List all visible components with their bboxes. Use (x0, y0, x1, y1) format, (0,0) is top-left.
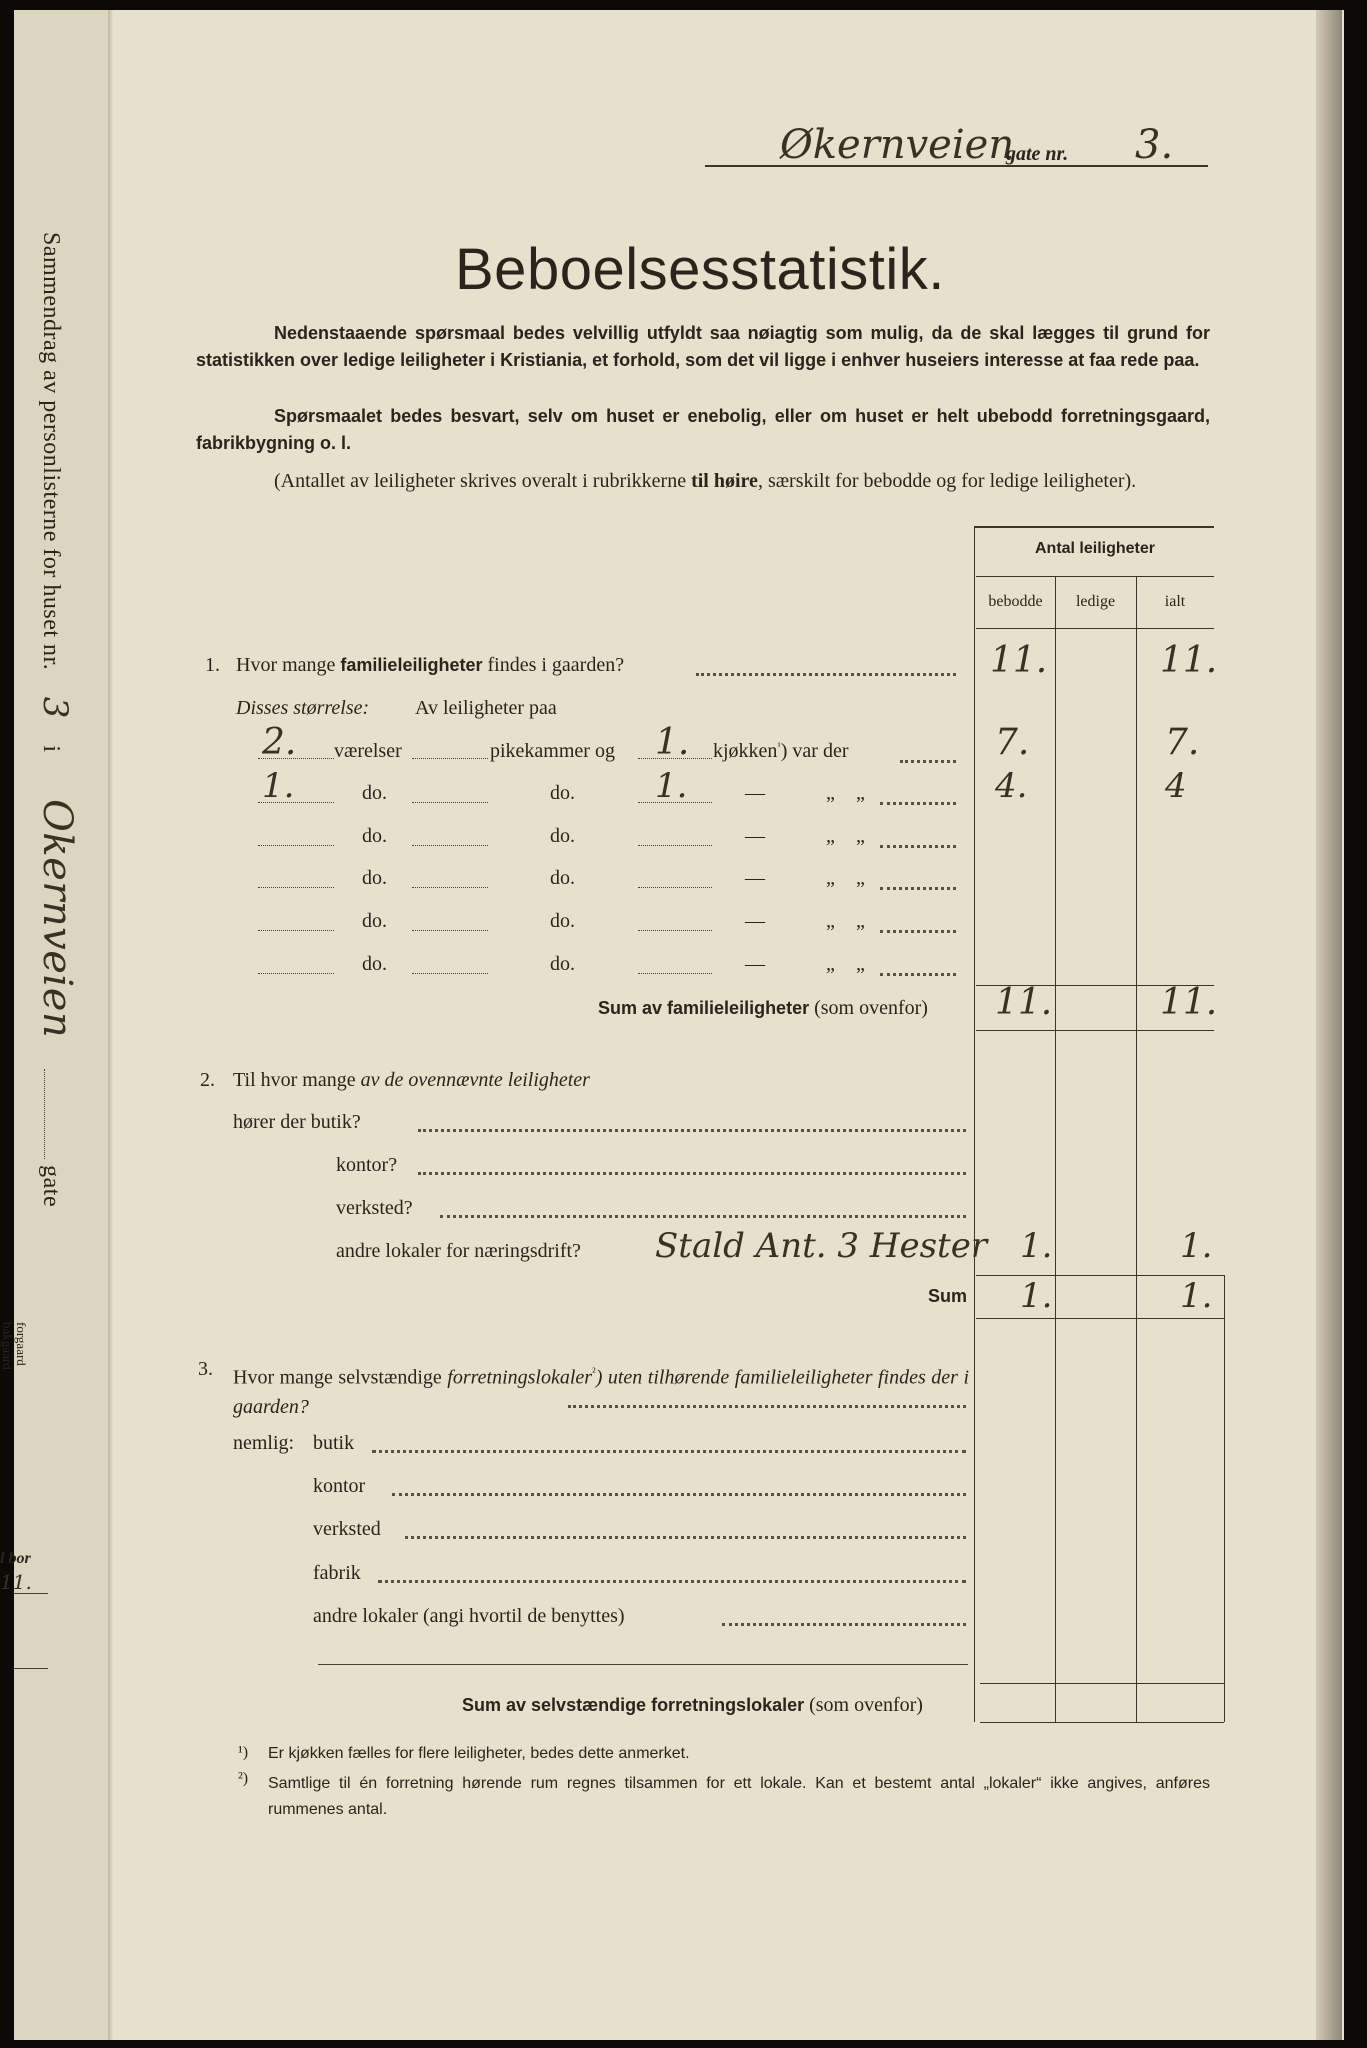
bakgaard-label: bakgaard (0, 1322, 15, 1370)
page-fold (108, 10, 114, 2040)
sizes-label: Disses størrelse: (236, 697, 370, 719)
size-row-6-do-2: do. (550, 953, 575, 975)
forgaard-label: forgaard (14, 1322, 29, 1366)
q1-text-bold: familieleiligheter (340, 655, 483, 675)
q1-bebodde-value: 11. (990, 640, 1048, 681)
size-row-3-do-2: do. (550, 825, 575, 847)
q1-text-pre: Hvor mange (236, 654, 341, 676)
q3-andre: andre lokaler (angi hvortil de benyttes) (313, 1605, 625, 1627)
footnote-2-mark: ²) (238, 1770, 249, 1787)
gate-number-hand: 3. (1135, 122, 1174, 168)
q3-butik: butik (313, 1432, 355, 1454)
q1-sum-post: (som ovenfor) (809, 997, 928, 1019)
q3-fabrik: fabrik (313, 1562, 361, 1584)
size-row-5-quote: „ (826, 910, 835, 932)
size-row-3-quote: „ (826, 825, 835, 847)
page-title: Beboelsesstatistik. (455, 237, 945, 302)
intro-p3-post: , særskilt for bebodde og for ledige leiligheter). (757, 470, 1137, 492)
col-ialt: ialt (1164, 593, 1186, 610)
q2-kontor: kontor? (336, 1154, 398, 1176)
q3-kontor: kontor (313, 1475, 366, 1497)
table-title: Antal leiligheter (1034, 540, 1156, 557)
q1-sum-bold: Sum av familieleiligheter (598, 998, 810, 1018)
q2-butik: hører der butik? (233, 1111, 361, 1133)
vertical-street-hand: Okernveien (34, 799, 80, 1039)
intro-paragraph-2: Spørsmaalet bedes besvart, selv om huset er enebolig, eller om huset er helt ubebodd forretningsgaard, fabrikbygning o. l. (196, 406, 1210, 453)
size-row-5-dash: — (745, 910, 765, 932)
size-row-1-kjokken: 1. (655, 722, 690, 763)
sizes-sub: Av leiligheter paa (415, 697, 557, 719)
size-row-2-do-1: do. (362, 782, 387, 804)
q3-sum-label (462, 1694, 923, 1717)
footnote-1-mark: ¹) (238, 1744, 249, 1761)
q3-andre-writein-line (318, 1664, 968, 1665)
footnote-1: Er kjøkken fælles for flere leiligheter, bedes dette anmerket. (268, 1745, 690, 1762)
q3-question (233, 1358, 969, 1422)
size-row-2-vaerelser: 1. (262, 766, 295, 806)
q1-question (236, 654, 624, 677)
q3-nemlig: nemlig: (233, 1432, 295, 1454)
kjokken-sup: ¹ (777, 740, 781, 753)
size-row-4-do-2: do. (550, 867, 575, 889)
footnote-2: Samtlige til én forretning hørende rum regnes tilsammen for ett lokale. Kan et bestemt antal „lokaler“ ikke angives, anføres rummenes antal. (268, 1775, 1210, 1818)
size-row-4-dash: — (745, 867, 765, 889)
col-ledige: ledige (1075, 593, 1116, 610)
q2-andre-ialt: 1. (1180, 1226, 1213, 1266)
q2-question (233, 1069, 590, 1092)
q2-number: 2. (200, 1069, 215, 1091)
size-row-6-do-1: do. (362, 953, 387, 975)
q3-text-pre: Hvor mange selvstændige (233, 1366, 448, 1389)
size-row-3-quote-b: „ (856, 825, 865, 847)
size-row-2-do-2: do. (550, 782, 575, 804)
size-row-2-ialt: 4 (1165, 766, 1187, 806)
left-bor-value: 11. (0, 1570, 32, 1594)
kjokken-word: kjøkken (713, 740, 778, 762)
right-edge-shadow (1316, 10, 1342, 2040)
size-row-6-quote-b: „ (856, 953, 865, 975)
intro-p3-bold: til høire (691, 470, 758, 492)
q1-number: 1. (205, 654, 220, 676)
q2-verksted: verksted? (336, 1197, 413, 1219)
q2-andre-bebodde: 1. (1020, 1226, 1053, 1266)
q2-sum-ialt: 1. (1180, 1276, 1213, 1316)
size-row-1-ialt: 7. (1165, 722, 1200, 763)
q3-number: 3. (198, 1358, 213, 1380)
size-row-2-bebodde: 4. (995, 766, 1028, 806)
vertical-i: i (38, 745, 64, 753)
left-bor-label: l bor (0, 1550, 31, 1567)
q2-andre: andre lokaler for næringsdrift? (336, 1240, 581, 1262)
q2-text-pre: Til hvor mange (233, 1069, 361, 1091)
size-row-6-dash: — (745, 953, 765, 975)
size-row-2-quote-b: „ (856, 782, 865, 804)
left-margin-vertical-label (34, 232, 80, 1432)
size-row-2-kjokken: 1. (655, 766, 688, 806)
q1-text-post: findes i gaarden? (482, 654, 625, 676)
q2-sum-label: Sum (928, 1286, 968, 1306)
vertical-gate: gate (38, 1165, 64, 1208)
q3-text-italic-2: ) uten tilhørende familieleiligheter findes der i gaarden? (233, 1366, 970, 1418)
col-bebodde: bebodde (988, 593, 1043, 610)
size-row-1-vaerelser: 2. (262, 722, 297, 763)
q2-andre-hand: Stald Ant. 3 Hester (655, 1226, 988, 1266)
size-row-1-vaerelser-label: værelser (334, 740, 402, 762)
size-row-1-kjokken-label (713, 740, 848, 763)
size-row-1-pikekammer-label: pikekammer og (490, 740, 615, 762)
forgaard-bakgaard-box (0, 1322, 40, 1422)
intro-p3-pre: (Antallet av leiligheter skrives overalt i rubrikkerne (274, 470, 692, 492)
q3-sum-post: (som ovenfor) (804, 1694, 923, 1716)
street-name-hand: Økernveien (780, 122, 1015, 168)
size-row-5-do-2: do. (550, 910, 575, 932)
intro-paragraph-3 (196, 467, 1210, 495)
gate-nr-label: gate nr. (1006, 143, 1069, 165)
size-row-3-do-1: do. (362, 825, 387, 847)
q2-sum-bebodde: 1. (1020, 1276, 1053, 1316)
q3-sup: ² (592, 1365, 596, 1379)
size-row-5-do-1: do. (362, 910, 387, 932)
q3-sum-bold: Sum av selvstændige forretningslokaler (462, 1695, 805, 1715)
size-row-2-dash: — (745, 782, 765, 804)
q3-verksted: verksted (313, 1518, 381, 1540)
q1-ialt-value: 11. (1160, 640, 1218, 681)
q1-sum-bebodde: 11. (995, 982, 1053, 1023)
q1-sum-ialt: 11. (1160, 982, 1218, 1023)
size-row-3-dash: — (745, 825, 765, 847)
var-der-word: ) var der (780, 740, 849, 762)
q3-text-italic-1: forretningslokaler (447, 1366, 593, 1389)
intro-paragraph-1: Nedenstaaende spørsmaal bedes velvillig utfyldt saa nøiagtig som mulig, da de skal lægges til grund for statistikken over ledige leiligheter i Kristiania, et forhold, som det vil ligge i enhver huseiers interesse at faa rede paa. (196, 323, 1210, 370)
vertical-summary-label: Sammendrag av personlisterne for huset nr. (38, 232, 64, 671)
size-row-1-bebodde: 7. (995, 722, 1030, 763)
paper-sheet (14, 10, 1344, 2040)
vertical-house-number: 3 (35, 696, 75, 719)
size-row-6-quote: „ (826, 953, 835, 975)
size-row-4-quote-b: „ (856, 867, 865, 889)
size-row-2-quote: „ (826, 782, 847, 804)
size-row-4-do-1: do. (362, 867, 387, 889)
size-row-4-quote: „ (826, 867, 835, 889)
q2-text-italic: av de ovennævnte leiligheter (360, 1069, 590, 1091)
size-row-5-quote-b: „ (856, 910, 865, 932)
q1-sum-label (598, 997, 928, 1020)
